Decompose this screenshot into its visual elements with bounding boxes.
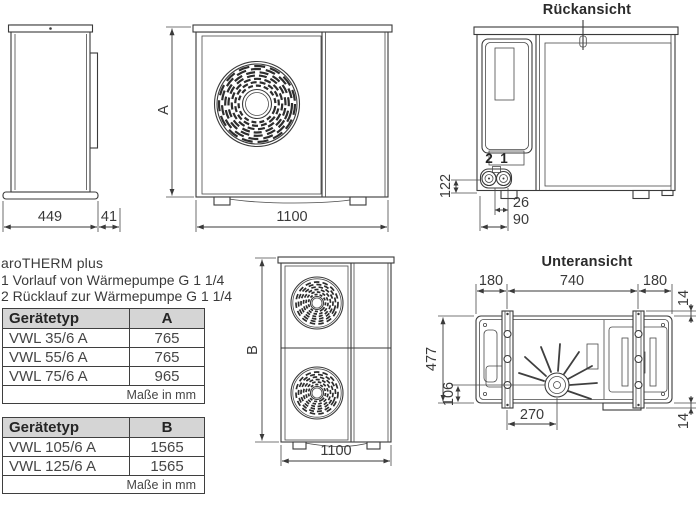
dim-tall-width: 1100 bbox=[320, 443, 352, 459]
dim-side-bracket: 41 bbox=[100, 209, 118, 225]
rear-view bbox=[438, 20, 678, 231]
table-a-header bbox=[3, 309, 204, 328]
dim-bottom-left-margin: 180 bbox=[478, 273, 504, 289]
device-type: VWL 105/6 A bbox=[3, 438, 130, 456]
front-view bbox=[156, 25, 392, 232]
device-type: VWL 125/6 A bbox=[3, 457, 130, 475]
note-return: 2 Rücklauf zur Wärmepumpe G 1 1/4 bbox=[1, 288, 233, 304]
device-dim-b: 1565 bbox=[150, 438, 184, 456]
table-b-header-dim: B bbox=[161, 419, 173, 436]
table-a-footnote: Maße in mm bbox=[3, 385, 204, 403]
dim-front-width: 1100 bbox=[276, 209, 308, 225]
dim-bottom-center: 740 bbox=[559, 273, 585, 289]
device-type: VWL 35/6 A bbox=[3, 329, 130, 347]
side-view bbox=[3, 25, 120, 232]
bottom-view-title: Unteransicht bbox=[541, 254, 633, 270]
dim-tall-height: B bbox=[245, 345, 262, 355]
device-dim-a: 965 bbox=[154, 367, 180, 385]
label-port-1: 1 bbox=[500, 151, 508, 166]
dim-rear-pipe-spacing: 26 bbox=[512, 195, 530, 211]
product-name: aroTHERM plus bbox=[1, 255, 104, 271]
table-a-header-type: Gerätetyp bbox=[3, 309, 130, 328]
table-a-header-dim: A bbox=[161, 310, 173, 327]
table-row bbox=[3, 437, 204, 456]
pipe-ports bbox=[481, 167, 512, 189]
device-dim-a: 765 bbox=[154, 329, 180, 347]
table-b-header bbox=[3, 418, 204, 437]
label-port-2: 2 bbox=[485, 151, 493, 166]
dim-bottom-drain-offset-y: 106 bbox=[441, 381, 458, 407]
table-b-header-type: Gerätetyp bbox=[3, 418, 130, 437]
table-row bbox=[3, 328, 204, 347]
dim-bottom-depth: 477 bbox=[424, 346, 441, 372]
table-row bbox=[3, 366, 204, 385]
device-table-b bbox=[2, 417, 205, 494]
device-dim-a: 765 bbox=[154, 348, 180, 366]
dim-rear-pipe-height: 122 bbox=[438, 173, 455, 199]
bottom-view bbox=[424, 273, 696, 430]
rear-view-title: Rückansicht bbox=[542, 2, 632, 18]
mounting-rail-right bbox=[633, 311, 644, 408]
table-row bbox=[3, 456, 204, 475]
table-row bbox=[3, 347, 204, 366]
dim-bottom-right-margin: 180 bbox=[642, 273, 668, 289]
product-notes bbox=[1, 255, 232, 305]
note-flow: 1 Vorlauf von Wärmepumpe G 1 1/4 bbox=[1, 271, 225, 288]
dim-rear-pipe-offset: 90 bbox=[512, 212, 530, 228]
mounting-rail-left bbox=[502, 311, 513, 408]
dim-bottom-rail-top: 14 bbox=[676, 289, 693, 307]
dim-side-depth: 449 bbox=[37, 209, 63, 225]
dim-bottom-rail-bottom: 14 bbox=[676, 412, 693, 430]
table-b-footnote: Maße in mm bbox=[3, 475, 204, 493]
dim-bottom-drain-offset-x: 270 bbox=[519, 407, 545, 423]
device-type: VWL 75/6 A bbox=[3, 367, 130, 385]
device-type: VWL 55/6 A bbox=[3, 348, 130, 366]
dim-front-height: A bbox=[156, 105, 173, 115]
device-table-a bbox=[2, 308, 205, 404]
device-dim-b: 1565 bbox=[150, 457, 184, 475]
twofan-front-view bbox=[245, 257, 394, 466]
